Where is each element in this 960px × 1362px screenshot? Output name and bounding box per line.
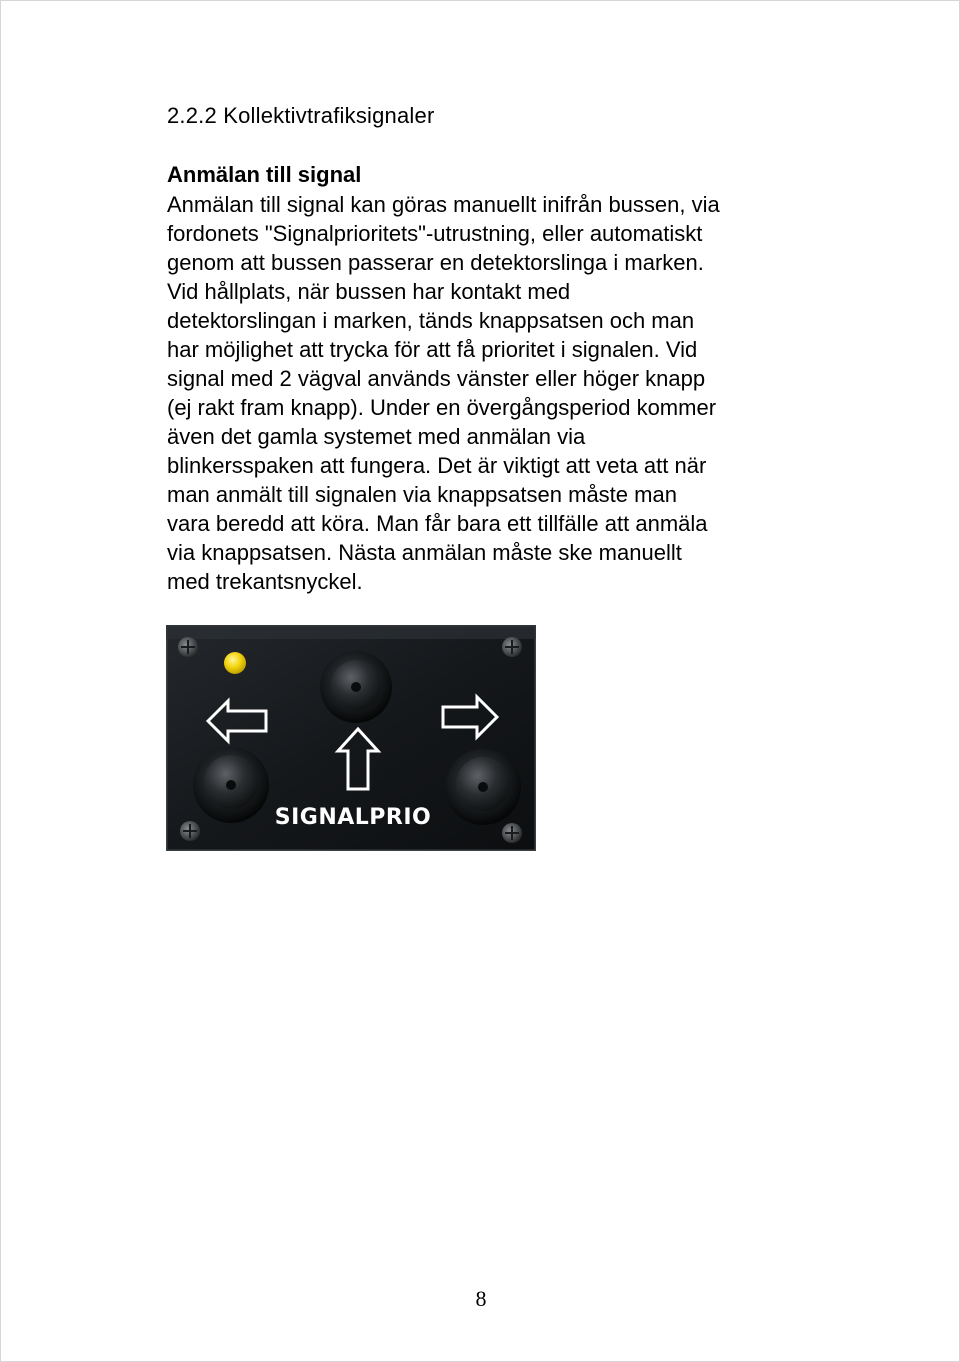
body-line: blinkersspaken att fungera. Det är viktigt att veta att när [167, 453, 707, 478]
body-line: via knappsatsen. Nästa anmälan måste ske manuellt [167, 540, 682, 565]
indicator-led-icon [224, 652, 246, 674]
signalprio-panel-photo [166, 625, 536, 851]
panel-label: SIGNALPRIO [274, 805, 432, 830]
page-number: 8 [475, 1286, 487, 1311]
screw-icon [502, 823, 522, 843]
screw-icon [180, 821, 200, 841]
body-line: man anmält till signalen via knappsatsen måste man [167, 482, 677, 507]
screw-icon [502, 637, 522, 657]
body-line: genom att bussen passerar en detektorslinga i marken. [167, 250, 704, 275]
body-line: fordonets "Signalprioritets"-utrustning, eller automatiskt [167, 221, 703, 246]
section-heading: 2.2.2 Kollektivtrafiksignaler [167, 103, 435, 128]
subsection-heading: Anmälan till signal [167, 162, 362, 187]
body-line: Anmälan till signal kan göras manuellt inifrån bussen, via [167, 192, 720, 217]
body-line: Vid hållplats, när bussen har kontakt med [167, 279, 571, 304]
body-line: detektorslingan i marken, tänds knappsatsen och man [167, 308, 695, 333]
left-button-icon [193, 747, 269, 823]
straight-button-icon [320, 651, 392, 723]
body-line: signal med 2 vägval används vänster eller höger knapp [167, 366, 706, 391]
body-line: även det gamla systemet med anmälan via [167, 424, 586, 449]
screw-icon [178, 637, 198, 657]
body-line: (ej rakt fram knapp). Under en övergångsperiod kommer [167, 395, 717, 420]
body-line: vara beredd att köra. Man får bara ett tillfälle att anmäla [167, 511, 708, 536]
body-line: med trekantsnyckel. [167, 569, 363, 594]
body-line: har möjlighet att trycka för att få prioritet i signalen. Vid [167, 337, 698, 362]
right-button-icon [445, 749, 521, 825]
body-paragraph [167, 190, 817, 596]
